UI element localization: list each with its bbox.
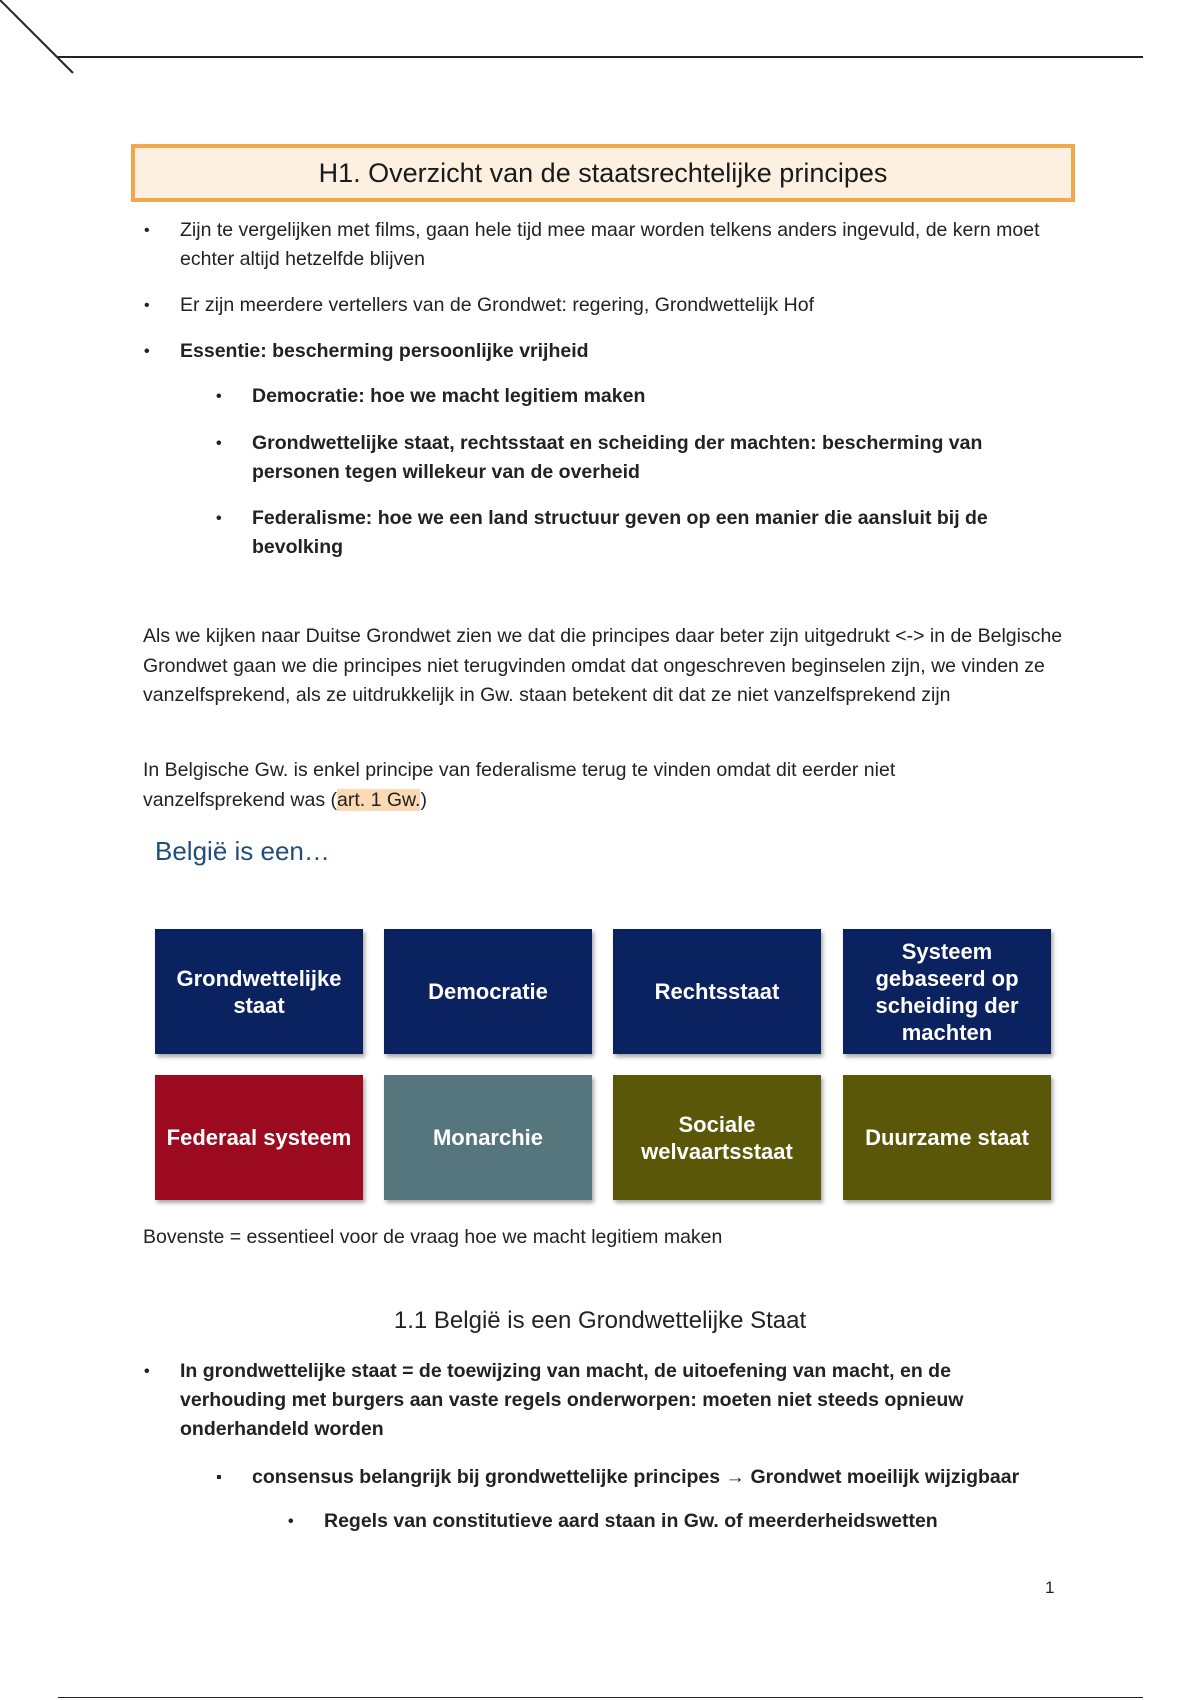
- corner-decoration: [0, 0, 80, 80]
- tile-label: Sociale welvaartsstaat: [641, 1111, 793, 1164]
- page-number: 1: [1045, 1578, 1055, 1597]
- list-item-text: Federalisme: hoe we een land structuur geven op een manier die aansluit bij de bevolking: [252, 507, 988, 558]
- tile-rechtsstaat: [613, 929, 821, 1054]
- list-item-text: consensus belangrijk bij grondwettelijke principes → Grondwet moeilijk wijzigbaar: [252, 1466, 1020, 1488]
- tile-label: Democratie: [428, 979, 548, 1004]
- list-item: [216, 382, 1032, 411]
- paragraph-german-constitution: Als we kijken naar Duitse Grondwet zien we dat die principes daar beter zijn uitgedrukt <-> in de Belgische Grondwet gaan we die principes niet terugvinden omdat dat ongeschreven beginselen zijn, we vinden ze vanzelfsprekend, als ze uitdrukkelijk in Gw. staan betekent dit dat ze niet vanzelfsprekend zijn: [143, 625, 1063, 706]
- header-rule: [58, 56, 1143, 58]
- bullet-glyph: •: [144, 343, 150, 360]
- list-item-text: Grondwettelijke staat, rechtsstaat en scheiding der machten: bescherming van personen tegen willekeur van de overheid: [252, 432, 983, 483]
- tile-sociale-welvaartsstaat: [613, 1075, 821, 1200]
- tile-monarchie: [384, 1075, 592, 1200]
- list-item: [216, 429, 1012, 487]
- list-item: [144, 1357, 980, 1444]
- list-item-text: Regels van constitutieve aard staan in Gw. of meerderheidswetten: [324, 1510, 938, 1532]
- list-item: [144, 337, 1040, 366]
- list-item: [216, 504, 1012, 562]
- tile-democratie: [384, 929, 592, 1054]
- footer-rule: [58, 1697, 1143, 1698]
- principles-diagram: [155, 929, 1051, 1201]
- tile-scheiding-der-machten: [843, 929, 1051, 1054]
- belgium-subheading: België is een…: [155, 836, 330, 866]
- list-item-text: Essentie: bescherming persoonlijke vrijheid: [180, 340, 589, 362]
- bullet-glyph: •: [216, 510, 222, 527]
- chapter-title: H1. Overzicht van de staatsrechtelijke principes: [318, 157, 888, 188]
- list-item: [288, 1507, 1084, 1536]
- tile-label: Duurzame staat: [865, 1125, 1029, 1150]
- bullet-glyph: •: [216, 435, 222, 452]
- diagram-caption: Bovenste = essentieel voor de vraag hoe we macht legitiem maken: [143, 1226, 723, 1248]
- paragraph-text: In Belgische Gw. is enkel principe van federalisme terug te vinden omdat dit eerder niet vanzelfsprekend was (: [143, 759, 896, 811]
- chapter-title-box: [131, 144, 1075, 202]
- tile-label: Rechtsstaat: [654, 979, 780, 1004]
- list-item-text: Democratie: hoe we macht legitiem maken: [252, 385, 646, 407]
- tile-grondwettelijke-staat: [155, 929, 363, 1054]
- square-bullet-glyph: ▪: [216, 1469, 222, 1486]
- bullet-glyph: •: [144, 1363, 150, 1380]
- tile-label: Systeem gebaseerd op scheiding der machten: [875, 938, 1019, 1045]
- tile-label: Federaal systeem: [166, 1125, 352, 1150]
- article-reference-highlight: art. 1 Gw.: [337, 788, 421, 811]
- list-item: [216, 1463, 1112, 1492]
- paragraph-text-end: ): [420, 788, 427, 811]
- section-title: 1.1 België is een Grondwettelijke Staat: [393, 1307, 807, 1334]
- list-item: [144, 291, 1040, 320]
- tile-duurzame-staat: [843, 1075, 1051, 1200]
- bullet-glyph: •: [144, 297, 150, 314]
- list-item-text: Er zijn meerdere vertellers van de Grondwet: regering, Grondwettelijk Hof: [180, 294, 815, 316]
- bullet-glyph: •: [144, 222, 150, 239]
- tile-label: Grondwettelijke staat: [176, 965, 342, 1018]
- list-item-text: In grondwettelijke staat = de toewijzing van macht, de uitoefening van macht, en de verhouding met burgers aan vaste regels onderworpen: moeten niet steeds opnieuw onderhandeld worden: [180, 1360, 964, 1440]
- paragraph-federalism: [143, 756, 963, 815]
- bullet-glyph: •: [216, 388, 222, 405]
- bullet-glyph: •: [288, 1513, 294, 1530]
- list-item: [144, 216, 1040, 274]
- list-item-text: Zijn te vergelijken met films, gaan hele tijd mee maar worden telkens anders ingevuld, de kern moet echter altijd hetzelfde blijven: [180, 219, 1040, 270]
- tile-federaal-systeem: [155, 1075, 363, 1200]
- tile-label: Monarchie: [432, 1125, 544, 1150]
